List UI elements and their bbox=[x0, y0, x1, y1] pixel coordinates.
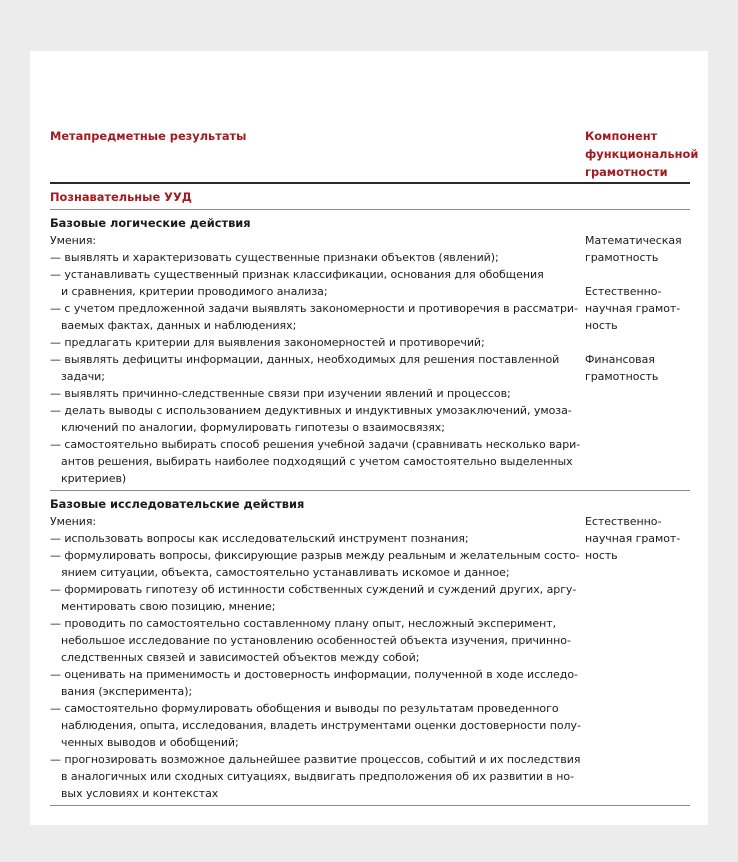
table-header bbox=[50, 51, 699, 184]
list-item-line: критериев) bbox=[61, 472, 127, 485]
literacy-component-line: Естественно- bbox=[585, 515, 662, 528]
list-item-line: следственных связей и зависимостей объектов между собой; bbox=[61, 651, 420, 664]
skills-intro: Умения: bbox=[50, 234, 97, 247]
list-item bbox=[50, 249, 570, 266]
list-item bbox=[50, 751, 581, 802]
list-item-line: антов решения, выбирать наиболее подходящий с учетом самостоятельно выделенных bbox=[61, 455, 573, 468]
literacy-component bbox=[585, 283, 695, 334]
list-item-line: в аналогичных или сходных ситуациях, выдвигать предположения об их развитии в но- bbox=[61, 770, 575, 783]
list-item-line: небольшое исследование по установлению особенностей объекта изучения, причинно- bbox=[61, 634, 571, 647]
list-item-line: — проводить по самостоятельно составленному плану опыт, несложный эксперимент, bbox=[50, 617, 557, 630]
list-item bbox=[50, 300, 578, 334]
list-item bbox=[50, 666, 578, 700]
list-item bbox=[50, 530, 570, 547]
list-item bbox=[50, 615, 570, 666]
section-title: Познавательные УУД bbox=[50, 184, 690, 210]
list-item bbox=[50, 581, 577, 615]
list-item-line: — устанавливать существенный признак классификации, основания для обобщения bbox=[50, 268, 544, 281]
list-item-line: ментировать свою позицию, мнение; bbox=[61, 600, 276, 613]
list-item-line: — делать выводы с использованием дедуктивных и индуктивных умозаключений, умоза- bbox=[50, 404, 572, 417]
list-item-line: — прогнозировать возможное дальнейшее развитие процессов, событий и их последствия bbox=[50, 753, 581, 766]
literacy-component-line: ность bbox=[585, 549, 618, 562]
list-item-line: ключений по аналогии, формулировать гипотезы о взаимосвязях; bbox=[61, 421, 445, 434]
list-item-line: — использовать вопросы как исследовательский инструмент познания; bbox=[50, 532, 469, 545]
list-item-line: ченных выводов и обобщений; bbox=[61, 736, 239, 749]
list-item-line: — выявлять причинно-следственные связи при изучении явлений и процессов; bbox=[50, 387, 511, 400]
list-item-line: — формировать гипотезу об истинности собственных суждений и суждений других, аргу- bbox=[50, 583, 577, 596]
header-functional-literacy bbox=[585, 127, 699, 181]
list-item-line: вых условиях и контекстах bbox=[61, 787, 219, 800]
list-item bbox=[50, 700, 581, 751]
list-item-line: янием ситуации, объекта, самостоятельно устанавливать искомое и данное; bbox=[61, 566, 510, 579]
results-table bbox=[50, 51, 699, 806]
list-item-line: вания (эксперимента); bbox=[61, 685, 193, 698]
skills-column bbox=[50, 497, 581, 802]
header-right-line: функциональной bbox=[585, 147, 699, 161]
skills-block bbox=[50, 491, 690, 806]
literacy-component bbox=[585, 351, 695, 385]
document-page bbox=[30, 51, 708, 825]
literacy-component-line: научная грамот- bbox=[585, 302, 681, 315]
list-item-line: — самостоятельно выбирать способ решения учебной задачи (сравнивать несколько вари- bbox=[50, 438, 581, 451]
list-item-line: задачи; bbox=[61, 370, 105, 383]
block-title: Базовые исследовательские действия bbox=[50, 497, 305, 511]
list-item-line: — формулировать вопросы, фиксирующие разрыв между реальным и желательным состо- bbox=[50, 549, 580, 562]
literacy-components-column bbox=[585, 513, 695, 581]
skills-column bbox=[50, 216, 581, 487]
list-item bbox=[50, 547, 580, 581]
literacy-component-line: грамотность bbox=[585, 251, 659, 264]
header-metasubject-results: Метапредметные результаты bbox=[50, 129, 247, 143]
list-item bbox=[50, 266, 570, 300]
literacy-component-line: грамотность bbox=[585, 370, 659, 383]
literacy-component-line: Математическая bbox=[585, 234, 682, 247]
list-item-line: — с учетом предложенной задачи выявлять закономерности и противоречия в рассматри- bbox=[50, 302, 578, 315]
literacy-component-line: Финансовая bbox=[585, 353, 655, 366]
header-right-line: Компонент bbox=[585, 129, 658, 143]
block-title: Базовые логические действия bbox=[50, 216, 251, 230]
blocks-container bbox=[50, 210, 690, 806]
list-item bbox=[50, 351, 570, 385]
literacy-components-column bbox=[585, 232, 695, 402]
list-item-line: и сравнения, критерии проводимого анализа; bbox=[61, 285, 328, 298]
list-item-line: — самостоятельно формулировать обобщения и выводы по результатам проведенного bbox=[50, 702, 559, 715]
list-item bbox=[50, 436, 581, 487]
list-item-line: — оценивать на применимость и достоверность информации, полученной в ходе исследо- bbox=[50, 668, 578, 681]
list-item-line: — выявлять и характеризовать существенные признаки объектов (явлений); bbox=[50, 251, 499, 264]
list-item-line: наблюдения, опыта, исследования, владеть инструментами оценки достоверности полу- bbox=[61, 719, 581, 732]
skills-intro: Умения: bbox=[50, 515, 97, 528]
skills-block bbox=[50, 210, 690, 491]
list-item bbox=[50, 402, 570, 436]
literacy-component-line: Естественно- bbox=[585, 285, 662, 298]
list-item-line: — предлагать критерии для выявления закономерностей и противоречий; bbox=[50, 336, 485, 349]
literacy-component-line: ность bbox=[585, 319, 618, 332]
header-right-line: грамотности bbox=[585, 165, 668, 179]
literacy-component bbox=[585, 513, 695, 564]
literacy-component-line: научная грамот- bbox=[585, 532, 681, 545]
list-item-line: — выявлять дефициты информации, данных, необходимых для решения поставленной bbox=[50, 353, 560, 366]
list-item bbox=[50, 385, 570, 402]
list-item bbox=[50, 334, 570, 351]
list-item-line: ваемых фактах, данных и наблюдениях; bbox=[61, 319, 297, 332]
literacy-component bbox=[585, 232, 695, 266]
